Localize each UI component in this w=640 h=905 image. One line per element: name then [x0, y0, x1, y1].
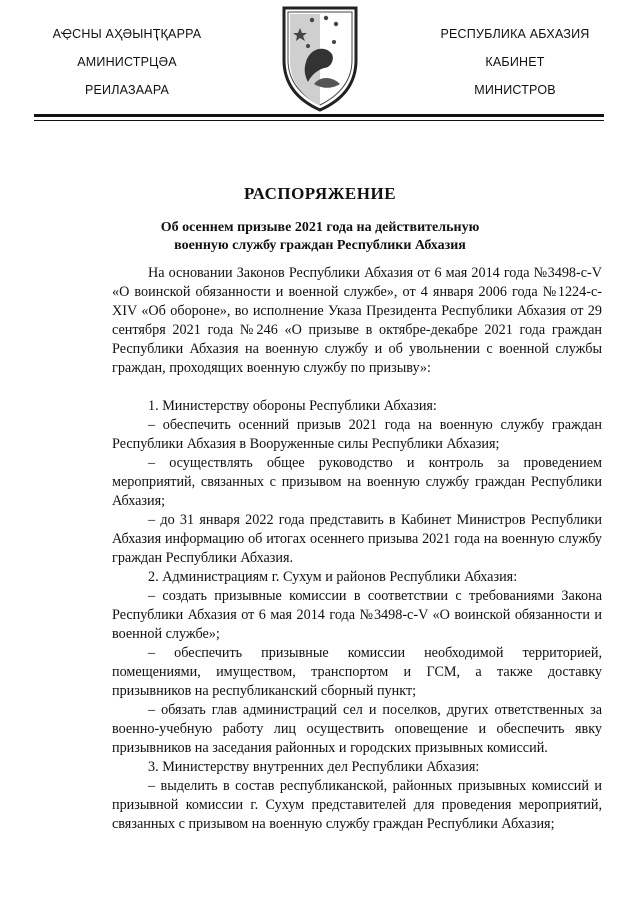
header-right-line: КАБИНЕТ [485, 55, 545, 69]
document-subject [0, 219, 640, 255]
list-item: – осуществлять общее руководство и контроль за проведением мероприятий, связанных с призывом на военную службу граждан Республики Абхазия; [112, 455, 602, 509]
header-divider-thin [34, 120, 604, 121]
list-item: – до 31 января 2022 года представить в Кабинет Министров Республики Абхазия информацию об итогах осеннего призыва 2021 года на военную службу граждан Республики Абхазия. [112, 512, 602, 566]
header-left [42, 20, 212, 104]
subject-line: Об осеннем призыве 2021 года на действительную [160, 220, 480, 235]
preamble-paragraph: На основании Законов Республики Абхазия от 6 мая 2014 года №3498-с-V «О воинской обязанности и военной службе», от 4 января 2006 года №1224-с-XIV «Об обороне», во исполнение Указа Президента Республики Абхазия от 29 сентября 2021 года №246 «О призыве в октябре-декабре 2021 года граждан Республики Абхазия на военную службу и об увольнении с военной службы граждан, проходящих военную службу по призыву»: [112, 265, 602, 376]
section-heading: 1. Министерству обороны Республики Абхазия: [148, 398, 437, 414]
list-item: – обязать глав администраций сел и поселков, других ответственных за военно-учебную работу лиц осуществить оповещение и обеспечить явку призывников на заседания районных и городских призывных комиссий. [112, 702, 602, 756]
header-right-line: МИНИСТРОВ [474, 83, 556, 97]
document-body [112, 264, 602, 834]
list-item: – создать призывные комиссии в соответствии с требованиями Закона Республики Абхазия от 6 мая 2014 года №3498-с-V «О воинской обязанности и военной службе»; [112, 588, 602, 642]
header-left-line: РЕИЛАЗААРА [84, 83, 170, 97]
header-right [430, 20, 600, 104]
section-heading: 2. Администрациям г. Сухум и районов Республики Абхазия: [148, 569, 518, 585]
coat-of-arms-emblem [278, 2, 362, 112]
subject-line: военную службу граждан Республики Абхазия [174, 238, 466, 253]
list-item: – выделить в состав республиканской, районных призывных комиссий и призывной комиссии г. Сухум представителей для проведения мероприятий, связанных с призывом на военную службу граждан Республики Абхазия; [112, 778, 602, 832]
header-right-line: РЕСПУБЛИКА АБХАЗИЯ [440, 27, 590, 41]
list-item: – обеспечить осенний призыв 2021 года на военную службу граждан Республики Абхазия в Вооруженные силы Республики Абхазия; [112, 417, 602, 452]
document-title: РАСПОРЯЖЕНИЕ [243, 184, 397, 203]
list-item: – обеспечить призывные комиссии необходимой территорией, помещениями, имуществом, транспортом и ГСМ, а также доставку призывников на республиканский сборный пункт; [112, 645, 602, 699]
section-heading: 3. Министерству внутренних дел Республики Абхазия: [148, 759, 480, 775]
header-left-line: АҾСНЫ АҲӘЫНҬҚАРРА [52, 27, 202, 41]
header-divider-thick [34, 114, 604, 117]
header-left-line: АМИНИСТРЦӘА [77, 55, 177, 69]
